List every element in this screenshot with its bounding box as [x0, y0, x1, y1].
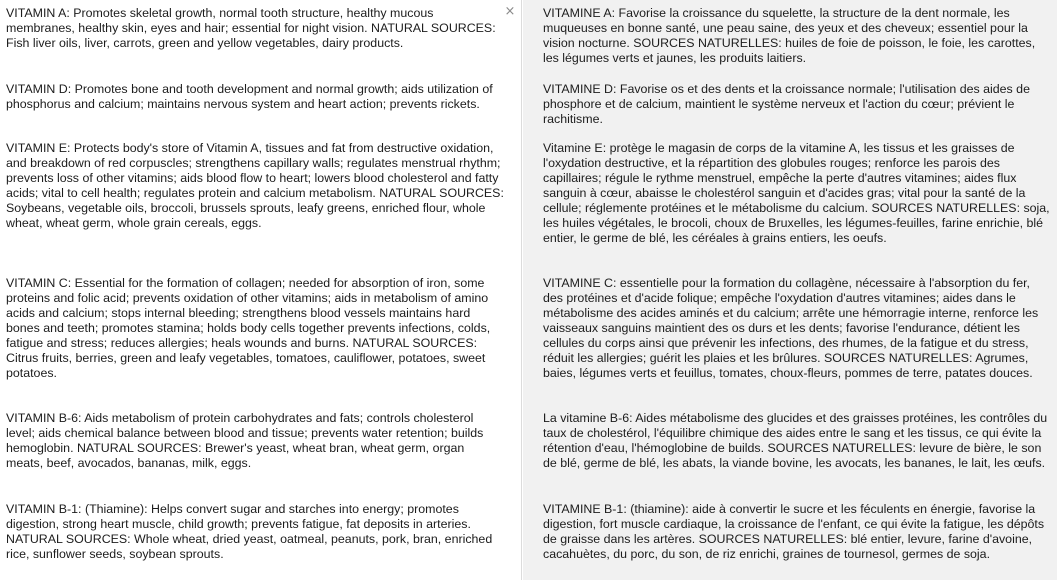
translated-paragraph-vitamin-b6: La vitamine B-6: Aides métabolisme des glucides et des graisses protéines, les contrôles du taux de cholestérol, l'équilibre chimique des aides entre le sang et les tissus, ce qui évite la rétention d'eau, l'hémoglobine de builds. SOURCES NATURELLES: levure de bière, le son de blé, germe de blé, les abats, la viande bovine, les avocats, les bananes, le lait, les œufs. [543, 411, 1048, 470]
source-text-pane[interactable] [0, 0, 522, 580]
close-icon[interactable]: × [504, 4, 516, 19]
source-paragraph-vitamin-a: VITAMIN A: Promotes skeletal growth, normal tooth structure, healthy mucous membranes, healthy skin, eyes and hair; essential for night vision. NATURAL SOURCES: Fish liver oils, liver, carrots, green and yellow vegetables, dairy products. [6, 6, 496, 50]
source-paragraph-vitamin-e: VITAMIN E: Protects body's store of Vitamin A, tissues and fat from destructive oxidation, and breakdown of red corpuscles; strengthens capillary walls; regulates menstrual rhythm; prevents loss of other vitamins; aids blood flow to heart; lowers blood cholesterol and fatty acids; vital to cell health; regulates protein and calcium metabolism. NATURAL SOURCES: Soybeans, vegetable oils, broccoli, brussels sprouts, leafy greens, enriched flour, whole wheat, wheat germ, whole grain cereals, eggs. [6, 141, 504, 230]
translated-paragraph-vitamin-a: VITAMINE A: Favorise la croissance du squelette, la structure de la dent normale, les muqueuses en bonne santé, une peau saine, des yeux et des cheveux; essentiel pour la vision nocturne. SOURCES NATURELLES: huiles de foie de poisson, le foie, les carottes, les légumes verts et jaunes, les produits laitiers. [543, 6, 1036, 65]
source-paragraph-vitamin-d: VITAMIN D: Promotes bone and tooth development and normal growth; aids utilization of phosphorus and calcium; maintains nervous system and heart action; prevents rickets. [6, 82, 493, 111]
translated-paragraph-vitamin-b1: VITAMINE B-1: (thiamine): aide à convertir le sucre et les féculents en énergie, favorise la digestion, fort muscle cardiaque, la croissance de l'enfant, ce qui évite la fatigue, les dépôts de graisse dans les artères. SOURCES NATURELLES: blé entier, levure, farine d'avoine, cacahuètes, du porc, du son, de riz enrichi, graines de tournesol, germes de soja. [543, 502, 1045, 561]
source-paragraph-vitamin-b6: VITAMIN B-6: Aids metabolism of protein carbohydrates and fats; controls cholesterol level; aids chemical balance between blood and tissue; prevents water retention; builds hemoglobin. NATURAL SOURCES: Brewer's yeast, wheat bran, wheat germ, organ meats, beef, avocados, bananas, milk, eggs. [6, 411, 484, 470]
source-paragraph-vitamin-c: VITAMIN C: Essential for the formation of collagen; needed for absorption of iron, some proteins and folic acid; prevents oxidation of other vitamins; aids in metabolism of amino acids and calcium; stops internal bleeding; strengthens blood vessels maintains hard bones and teeth; promotes stamina; holds body cells together prevents infections, colds, fatigue and stress; reduces allergies; heals wounds and burns. NATURAL SOURCES: Citrus fruits, berries, green and leafy vegetables, tomatoes, cauliflower, potatoes, sweet potatoes. [6, 276, 491, 380]
source-paragraph-vitamin-b1: VITAMIN B-1: (Thiamine): Helps convert sugar and starches into energy; promotes digestion, strong heart muscle, child growth; prevents fatigue, fat deposits in arteries. NATURAL SOURCES: Whole wheat, dried yeast, oatmeal, peanuts, pork, bran, enriched rice, sunflower seeds, soybean sprouts. [6, 502, 493, 561]
translated-paragraph-vitamin-c: VITAMINE C: essentielle pour la formation du collagène, nécessaire à l'absorption du fer, des protéines et d'acide folique; empêche l'oxydation d'autres vitamines; aides dans le métabolisme des acides aminés et du calcium; arrête une hémorragie interne, renforce les vaisseaux sanguins maintient des os durs et les dents; favorise l'endurance, détient les cellules du corps ainsi que prévenir les infections, des rhumes, de la fatigue et du stress, réduit les allergies; guérit les plaies et les brûlures. SOURCES NATURELLES: Agrumes, baies, légumes verts et feuillus, tomates, choux-fleurs, pommes de terre, patates douces. [543, 276, 1039, 380]
translated-paragraph-vitamin-d: VITAMINE D: Favorise os et des dents et la croissance normale; l'utilisation des aides de phosphore et de calcium, maintient le système nerveux et l'action du cœur; prévient le rachitisme. [543, 82, 1030, 126]
translated-text-pane[interactable] [523, 0, 1057, 580]
translated-paragraph-vitamin-e: Vitamine E: protège le magasin de corps de la vitamine A, les tissus et les graisses de l'oxydation destructive, et la répartition des globules rouges; renforce les parois des capillaires; régule le rythme menstruel, empêche la perte d'autres vitamines; aides flux sanguin à cœur, abaisse le cholestérol sanguin et d'acides gras; vital pour la santé de la cellule; réglemente protéines et le métabolisme du calcium. SOURCES NATURELLES: soja, les huiles végétales, le brocoli, choux de Bruxelles, les légumes-feuilles, farine enrichie, blé entier, le germe de blé, les céréales à grains entiers, les oeufs. [543, 141, 1050, 245]
